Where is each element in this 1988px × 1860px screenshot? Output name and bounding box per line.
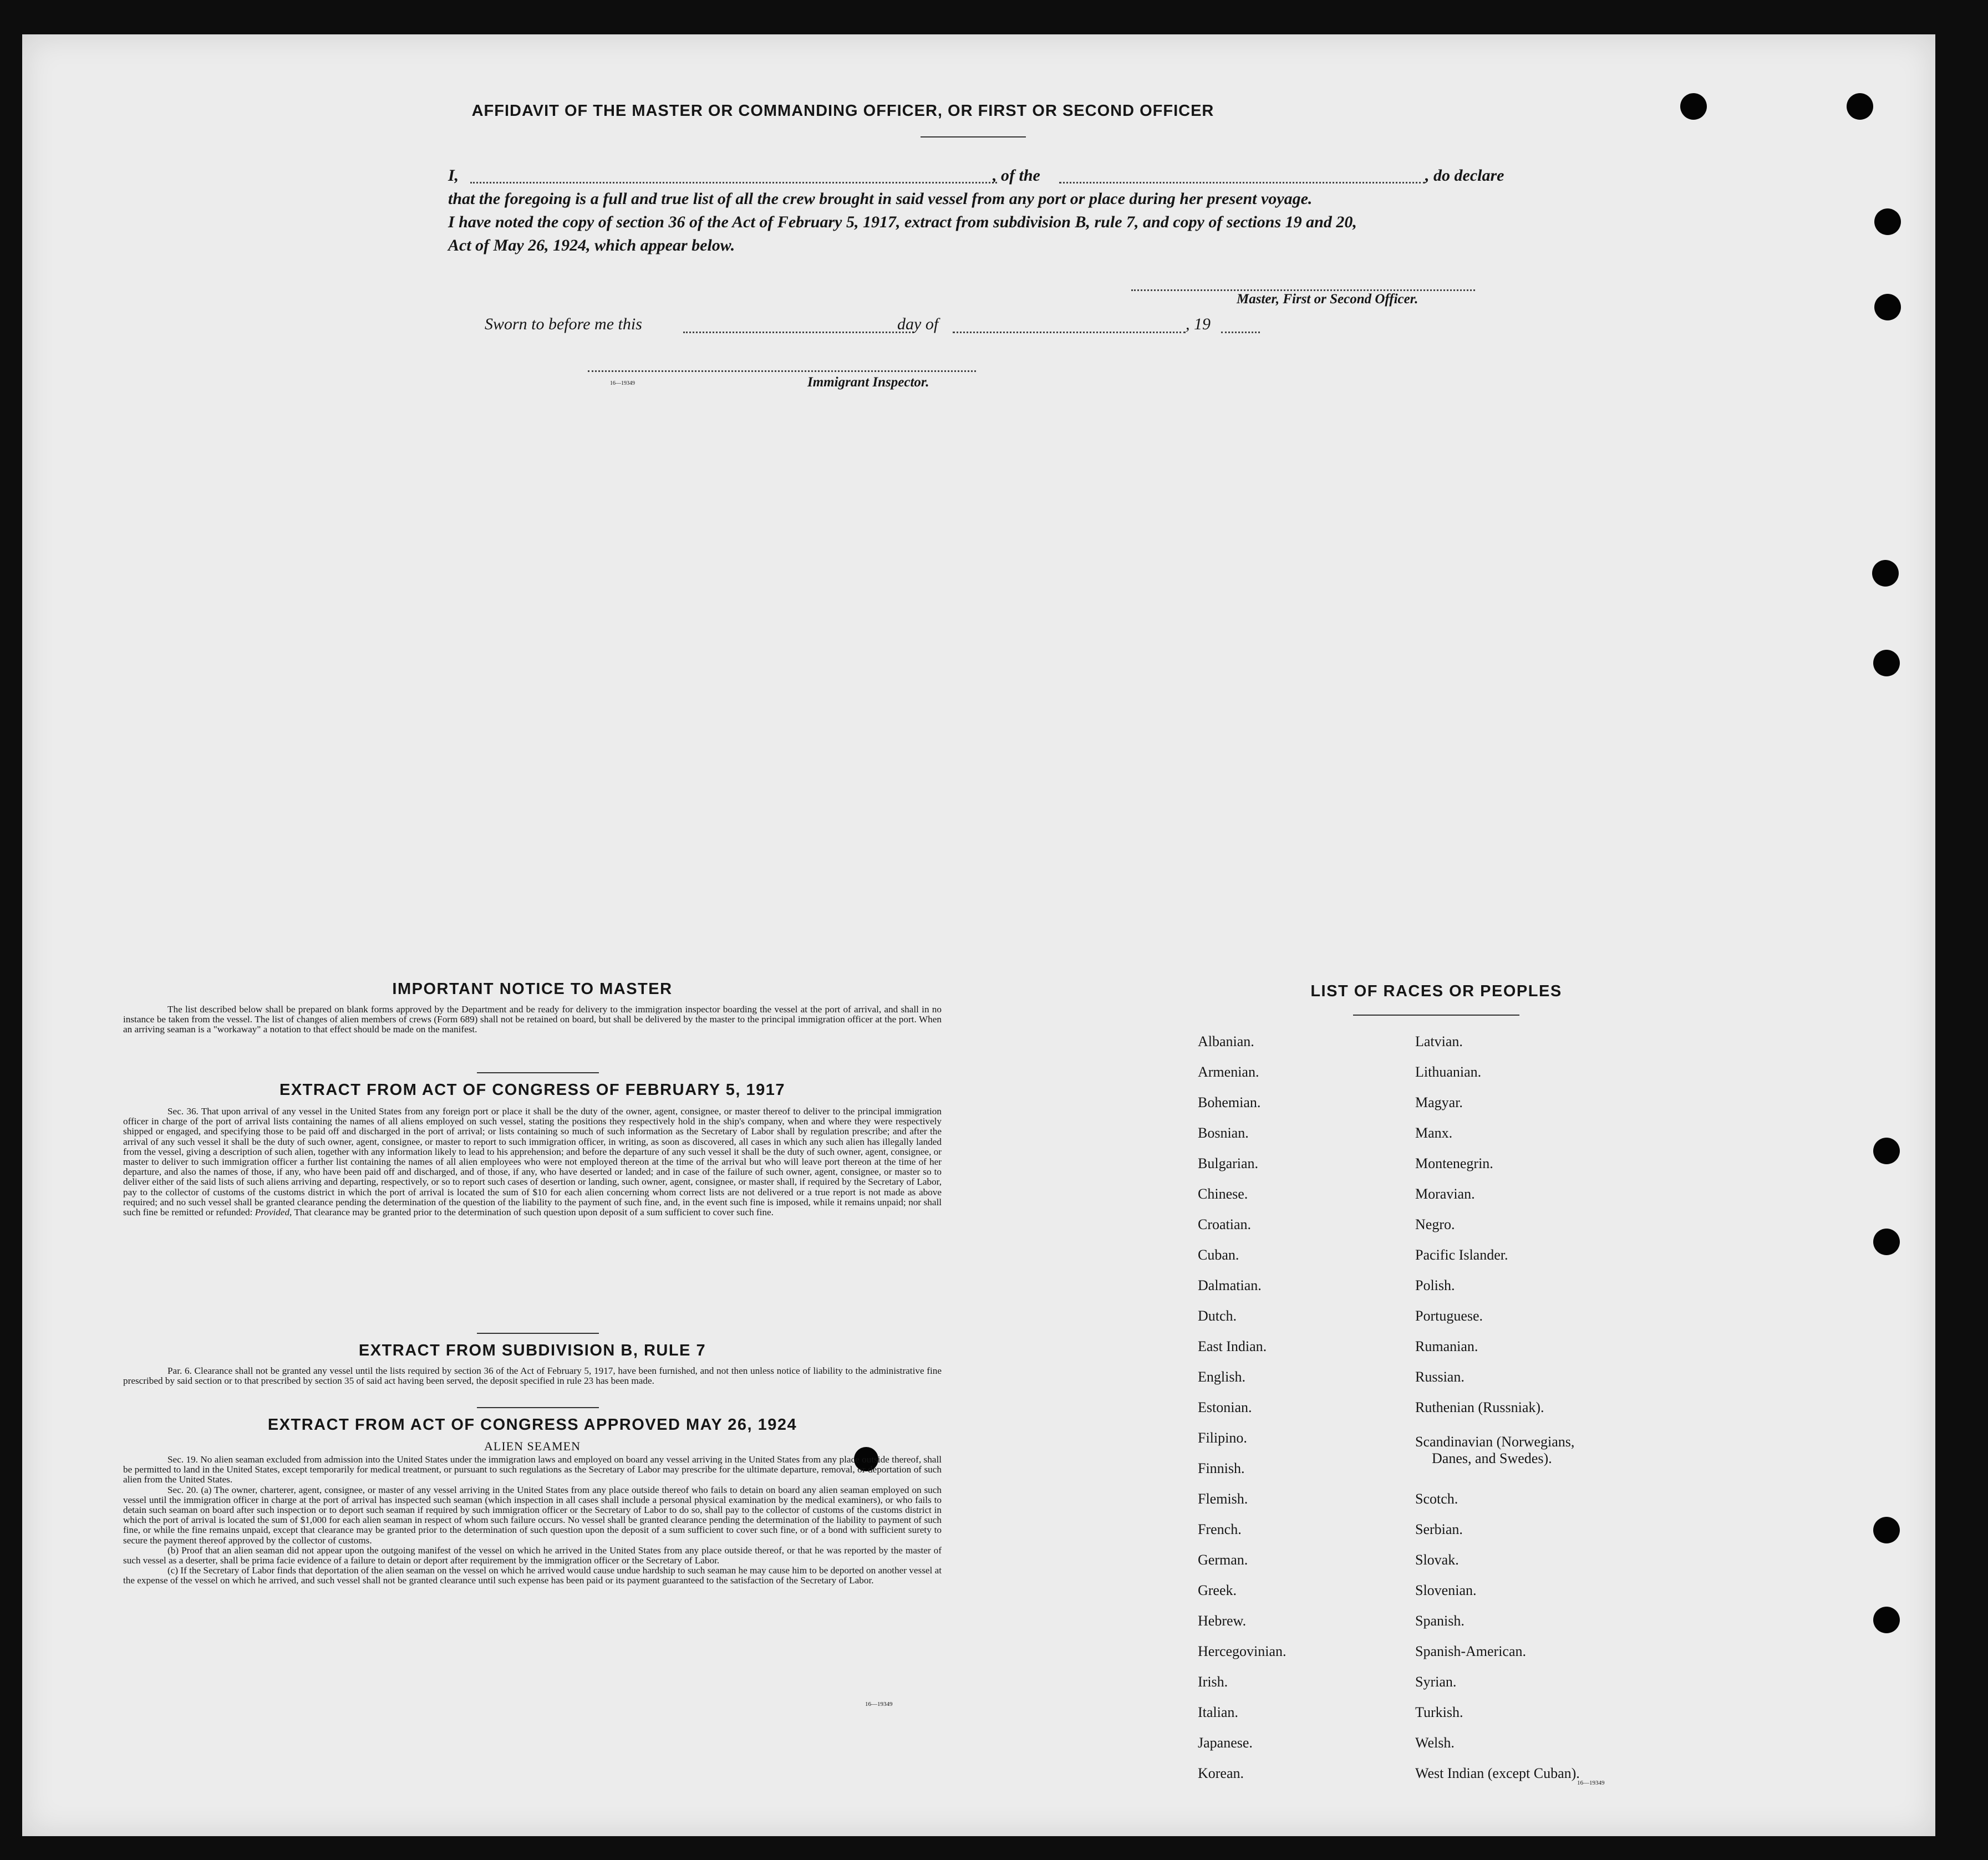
- extract-1917-body: [123, 1107, 942, 1217]
- title-rule: [921, 136, 1026, 137]
- race-item: Spanish.: [1415, 1613, 1465, 1629]
- race-item: Croatian.: [1198, 1216, 1252, 1232]
- race-item: Scotch.: [1415, 1491, 1458, 1507]
- punch-hole: [1873, 1607, 1900, 1633]
- sec-36-end: That clearance may be granted prior to the determination of such question upon deposit of a sum sufficient to cover such fine.: [294, 1207, 774, 1218]
- affidavit-line-3: I have noted the copy of section 36 of the Act of February 5, 1917, extract from subdivision B, rule 7, and copy of sections 19 and 20,: [448, 213, 1357, 231]
- race-item: Montenegrin.: [1415, 1155, 1493, 1171]
- race-item: Ruthenian (Russniak).: [1415, 1399, 1544, 1415]
- punch-hole: [1873, 1517, 1900, 1543]
- punch-hole: [1680, 93, 1707, 120]
- punch-hole: [1873, 1138, 1900, 1164]
- punch-hole: [1872, 560, 1899, 587]
- punch-hole: [1873, 650, 1900, 676]
- punch-hole: [1873, 1229, 1900, 1255]
- affidavit-of-the-label: , of the: [993, 166, 1040, 185]
- race-item: Slovenian.: [1415, 1582, 1477, 1598]
- race-item: Irish.: [1198, 1674, 1228, 1690]
- day-of-label: day of: [897, 315, 939, 333]
- inspector-signature-blank[interactable]: [588, 370, 976, 372]
- race-item: Negro.: [1415, 1216, 1455, 1232]
- affidavit-do-declare-label: , do declare: [1425, 166, 1504, 185]
- race-item: Bohemian.: [1198, 1094, 1261, 1110]
- affidavit-line-4: Act of May 26, 1924, which appear below.: [448, 236, 735, 254]
- provided-label: Provided,: [255, 1207, 292, 1218]
- race-item: Hercegovinian.: [1198, 1643, 1287, 1659]
- race-item: Cuban.: [1198, 1247, 1239, 1263]
- race-item: Manx.: [1415, 1125, 1453, 1141]
- race-item: English.: [1198, 1369, 1245, 1385]
- race-item: Estonian.: [1198, 1399, 1252, 1415]
- sec-19: Sec. 19. No alien seaman excluded from admission into the United States under the immigration laws and employed on board any vessel arriving in the United States from any place outside thereof, shall be permitted to land in the United States, except temporarily for medical treatment, or pursuant to such regulations as the Secretary of Labor may prescribe for the ultimate departure, removal, or deportation of such alien from the United States.: [123, 1454, 942, 1485]
- year-label: , 19: [1186, 315, 1211, 333]
- race-item: Portuguese.: [1415, 1308, 1483, 1324]
- affidavit-title: AFFIDAVIT OF THE MASTER OR COMMANDING OFFICER, OR FIRST OR SECOND OFFICER: [471, 102, 1214, 120]
- document-page: [22, 34, 1935, 1836]
- inspector-label: Immigrant Inspector.: [807, 375, 929, 390]
- vessel-blank[interactable]: [1059, 182, 1425, 184]
- race-item: Italian.: [1198, 1704, 1238, 1720]
- sec-36-text: That upon arrival of any vessel in the United States from any foreign port or place it shall be the duty of the owner, agent, consignee, or master thereof to deliver to the principal immigration officer in charge of the port of arrival lists containing the names of all aliens employed on such vessel, stating the positions they respectively hold in the ship's company, when and where they were respectively shipped or engaged, and specifying those to be paid off and discharged in the port of arrival; or lists containing so much of such information as the Secretary of Labor shall by regulation prescribe; and after the arrival of any such vessel it shall be the duty of such owner, agent, consignee, or master to report to such immigration officer, in writing, as soon as discovered, all cases in which any such alien has illegally landed from the vessel, giving a description of such alien, together with any information likely to lead to his apprehension; and before the departure of any such vessel it shall be the duty of such owner, agent, consignee, or master to deliver to such immigration officer a further list containing the names of all alien employees who were not employed thereon at the time of the arrival but who will leave port thereon at the time of her departure, and also the names of those, if any, who have been paid off and discharged, and of those, if any, who have deserted or landed; and in case of the failure of such owner, agent, consignee, or master so to deliver either of the said lists of such aliens arriving and departing, respectively, or so to report such cases of desertion or landing, such owner, agent, consignee, or master shall, if required by the Secretary of Labor, pay to the collector of customs of the customs district in which the port of arrival is located the sum of $10 for each alien concerning whom correct lists are not delivered or a true report is not made as above required; and no such vessel shall be granted clearance pending the determination of the question of the liability to the payment of such fine, and, in the event such fine is imposed, while it remains unpaid; nor shall such fine be remitted or refunded:: [123, 1106, 942, 1218]
- punch-hole: [1874, 294, 1901, 320]
- extract-1924-form-number: 16—19349: [865, 1701, 893, 1708]
- affidavit-form-number: 16—19349: [610, 380, 635, 386]
- extract-1917-title: EXTRACT FROM ACT OF CONGRESS OF FEBRUARY 5, 1917: [279, 1081, 786, 1099]
- race-item: Turkish.: [1415, 1704, 1463, 1720]
- notice-title: IMPORTANT NOTICE TO MASTER: [392, 980, 673, 998]
- race-item: Welsh.: [1415, 1735, 1455, 1751]
- race-item: Danes, and Swedes).: [1432, 1450, 1552, 1466]
- race-item: Slovak.: [1415, 1552, 1459, 1568]
- race-item: Greek.: [1198, 1582, 1237, 1598]
- race-item: Rumanian.: [1415, 1338, 1478, 1354]
- race-item: Polish.: [1415, 1277, 1455, 1293]
- race-item: German.: [1198, 1552, 1248, 1568]
- race-item: Albanian.: [1198, 1033, 1254, 1049]
- subdivision-body: Par. 6. Clearance shall not be granted any vessel until the lists required by section 36 of the Act of February 5, 1917, have been furnished, and not then unless notice of liability to the administrative fine prescribed by said section or to that prescribed by section 35 of said act having been served, the deposit specified in rule 23 has been made.: [123, 1365, 942, 1387]
- affidavit-line-2: that the foregoing is a full and true list of all the crew brought in said vessel from any port or place during her present voyage.: [448, 190, 1313, 208]
- sworn-month-blank[interactable]: [953, 332, 1186, 333]
- signature-blank[interactable]: [1131, 289, 1475, 291]
- races-form-number: 16—19349: [1577, 1780, 1605, 1786]
- name-blank[interactable]: [470, 182, 997, 184]
- race-item: Moravian.: [1415, 1186, 1475, 1202]
- race-item: Finnish.: [1198, 1460, 1245, 1476]
- race-item: Russian.: [1415, 1369, 1465, 1385]
- sec-36-label: Sec. 36.: [167, 1106, 199, 1117]
- race-item: Syrian.: [1415, 1674, 1457, 1690]
- race-item: Magyar.: [1415, 1094, 1463, 1110]
- alien-seamen-subtitle: ALIEN SEAMEN: [484, 1439, 581, 1453]
- subdivision-title: EXTRACT FROM SUBDIVISION B, RULE 7: [358, 1342, 706, 1359]
- race-item: West Indian (except Cuban).: [1415, 1765, 1580, 1781]
- race-item: Latvian.: [1415, 1033, 1463, 1049]
- race-item: Bulgarian.: [1198, 1155, 1259, 1171]
- sworn-year-blank[interactable]: [1221, 332, 1260, 333]
- race-item: Spanish-American.: [1415, 1643, 1527, 1659]
- race-item: Japanese.: [1198, 1735, 1253, 1751]
- race-item: Armenian.: [1198, 1064, 1259, 1080]
- punch-hole: [1847, 93, 1873, 120]
- race-item: Bosnian.: [1198, 1125, 1249, 1141]
- sworn-day-blank[interactable]: [683, 332, 914, 333]
- affidavit-i-label: I,: [448, 166, 459, 185]
- sec-20-c: (c) If the Secretary of Labor finds that deportation of the alien seaman on the vessel on which he arrived would cause undue hardship to such seaman he may cause him to be deported on another vessel at the expense of the vessel on which he arrived, and such vessel shall not be granted clearance until such expense has been paid or its payment guaranteed to the satisfaction of the Secretary of Labor.: [123, 1565, 942, 1586]
- races-title: LIST OF RACES OR PEOPLES: [1310, 982, 1562, 1000]
- extract-1924-title: EXTRACT FROM ACT OF CONGRESS APPROVED MAY 26, 1924: [267, 1416, 797, 1434]
- race-item: Chinese.: [1198, 1186, 1248, 1202]
- race-item: Filipino.: [1198, 1430, 1247, 1446]
- races-left-column: [1198, 1033, 1420, 1832]
- race-item: French.: [1198, 1521, 1242, 1537]
- race-item: Dutch.: [1198, 1308, 1237, 1324]
- section-rule: [477, 1407, 599, 1408]
- punch-hole: [1874, 208, 1901, 235]
- race-item: Pacific Islander.: [1415, 1247, 1508, 1263]
- sec-20-b: (b) Proof that an alien seaman did not appear upon the outgoing manifest of the vessel on which he arrived in the United States from any place outside thereof, or that he was reported by the master of such vessel as a deserter, shall be prima facie evidence of a failure to detain or deport after requirement by the immigration officer or the Secretary of Labor.: [123, 1545, 942, 1566]
- section-rule: [477, 1333, 599, 1334]
- sec-20-a: Sec. 20. (a) The owner, charterer, agent, consignee, or master of any vessel arriving in the United States from any place outside thereof who fails to detain on board any alien seaman employed on such vessel until the immigration officer in charge at the port of arrival has inspected such seaman (which inspection in all cases shall include a personal physical examination by the medical examiners), or who fails to detain such seaman on board after such inspection or to deport such seaman if required by such immigration officer or the Secretary of Labor to do so, shall pay to the collector of customs of the customs district in which the port of arrival is located the sum of $1,000 for each alien seaman in respect of whom such failure occurs. No vessel shall be granted clearance pending the determination of the liability to payment of such fine, or while the fine remains unpaid, except that clearance may be granted prior to the determination of such question upon the deposit of a sum sufficient to cover such fine, or of a bond with sufficient surety to secure the payment thereof approved by the collector of customs.: [123, 1484, 942, 1546]
- races-title-rule: [1353, 1015, 1519, 1016]
- race-item: Lithuanian.: [1415, 1064, 1482, 1080]
- race-item: Korean.: [1198, 1765, 1244, 1781]
- extract-1924-body: [123, 1455, 942, 1586]
- race-item: Flemish.: [1198, 1491, 1248, 1507]
- race-item: Hebrew.: [1198, 1613, 1247, 1629]
- sworn-label: Sworn to before me this: [485, 315, 642, 333]
- race-item: Scandinavian (Norwegians,: [1415, 1434, 1575, 1450]
- races-right-column: [1415, 1033, 1670, 1832]
- notice-body: The list described below shall be prepared on blank forms approved by the Department and be ready for delivery to the immigration inspector boarding the vessel at the port of arrival, and shall in no instance be taken from the vessel. The list of changes of alien members of crews (Form 689) shall not be retained on board, but shall be delivered by the master to the principal immigration officer at the port. When an arriving seaman is a "workaway" a notation to that effect should be made on the manifest.: [123, 1004, 942, 1035]
- race-item: East Indian.: [1198, 1338, 1267, 1354]
- race-item: Serbian.: [1415, 1521, 1463, 1537]
- section-rule: [477, 1072, 599, 1073]
- signature-label: Master, First or Second Officer.: [1237, 292, 1418, 307]
- race-item: Dalmatian.: [1198, 1277, 1262, 1293]
